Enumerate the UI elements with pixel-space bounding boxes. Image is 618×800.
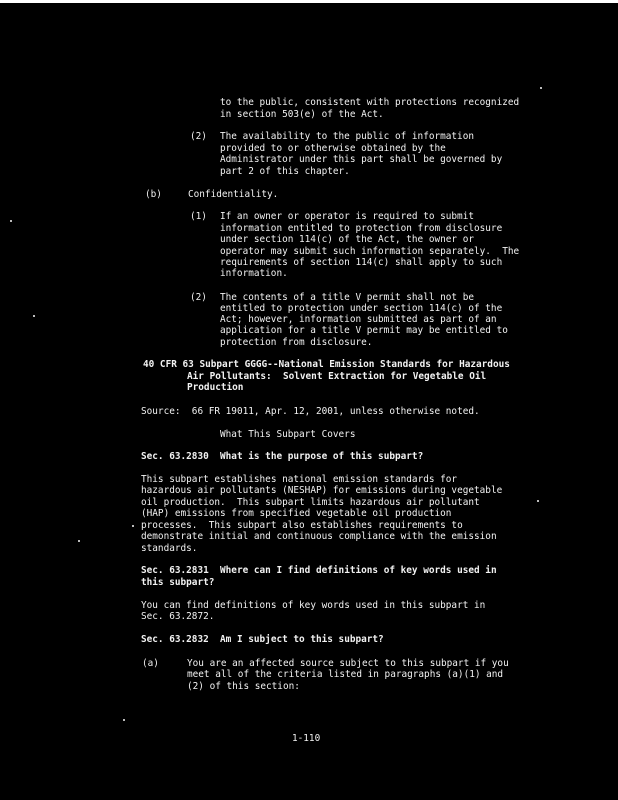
text-line: oil production. This subpart limits hazardous air pollutant (141, 497, 480, 508)
scan-speck (78, 540, 80, 542)
text-line: information. (220, 268, 288, 279)
text-line: If an owner or operator is required to submit (220, 211, 474, 222)
section-heading: this subpart? (141, 577, 215, 588)
text-line: (HAP) emissions from specified vegetable oil production (141, 508, 452, 519)
text-line: meet all of the criteria listed in paragraphs (a)(1) and (187, 669, 504, 680)
text-line: Sec. 63.2872. (141, 611, 215, 622)
paragraph-label: (a) (142, 658, 159, 669)
text-line: This subpart establishes national emission standards for (141, 474, 458, 485)
paragraph-title: Confidentiality. (188, 189, 279, 200)
subpart-heading: Production (187, 382, 244, 393)
text-line: Act; however, information submitted as part of an (220, 314, 497, 325)
scan-speck (132, 525, 134, 527)
text-line: in section 503(e) of the Act. (220, 109, 384, 120)
subpart-heading: Air Pollutants: Solvent Extraction for Vegetable Oil (187, 371, 487, 382)
paragraph-label: (2) (190, 292, 207, 303)
scan-speck (10, 220, 12, 222)
text-line: protection from disclosure. (220, 337, 373, 348)
scan-speck (540, 87, 542, 89)
text-line: demonstrate initial and continuous compliance with the emission (141, 531, 497, 542)
scan-speck (33, 315, 35, 317)
section-heading: Sec. 63.2830 What is the purpose of this subpart? (141, 451, 424, 462)
text-line: provided to or otherwise obtained by the (220, 143, 446, 154)
text-line: The availability to the public of information (220, 131, 474, 142)
paragraph-label: (2) (190, 131, 207, 142)
section-heading: Sec. 63.2832 Am I subject to this subpart? (141, 634, 384, 645)
text-line: part 2 of this chapter. (220, 166, 350, 177)
text-line: You are an affected source subject to this subpart if you (187, 658, 509, 669)
scan-speck (537, 500, 539, 502)
text-line: The contents of a title V permit shall not be (220, 292, 474, 303)
text-line: to the public, consistent with protections recognized (220, 97, 520, 108)
text-line: entitled to protection under section 114(c) of the (220, 303, 503, 314)
text-line: under section 114(c) of the Act, the owner or (220, 234, 474, 245)
page-number: 1-110 (292, 733, 321, 744)
section-heading: Sec. 63.2831 Where can I find definitions of key words used in (141, 565, 497, 576)
text-line: operator may submit such information separately. The (220, 246, 520, 257)
text-line: requirements of section 114(c) shall apply to such (220, 257, 503, 268)
text-line: standards. (141, 543, 198, 554)
paragraph-label: (1) (190, 211, 207, 222)
section-group-heading: What This Subpart Covers (220, 429, 356, 440)
text-line: (2) of this section: (187, 681, 300, 692)
subpart-heading: 40 CFR 63 Subpart GGGG--National Emission Standards for Hazardous (143, 359, 510, 370)
text-line: processes. This subpart also establishes requirements to (141, 520, 463, 531)
source-note: Source: 66 FR 19011, Apr. 12, 2001, unless otherwise noted. (141, 406, 480, 417)
text-line: information entitled to protection from disclosure (220, 223, 503, 234)
text-line: You can find definitions of key words used in this subpart in (141, 600, 486, 611)
text-line: Administrator under this part shall be governed by (220, 154, 503, 165)
paragraph-label: (b) (145, 189, 162, 200)
scan-speck (123, 719, 125, 721)
text-line: application for a title V permit may be entitled to (220, 325, 508, 336)
text-line: hazardous air pollutants (NESHAP) for emissions during vegetable (141, 485, 503, 496)
